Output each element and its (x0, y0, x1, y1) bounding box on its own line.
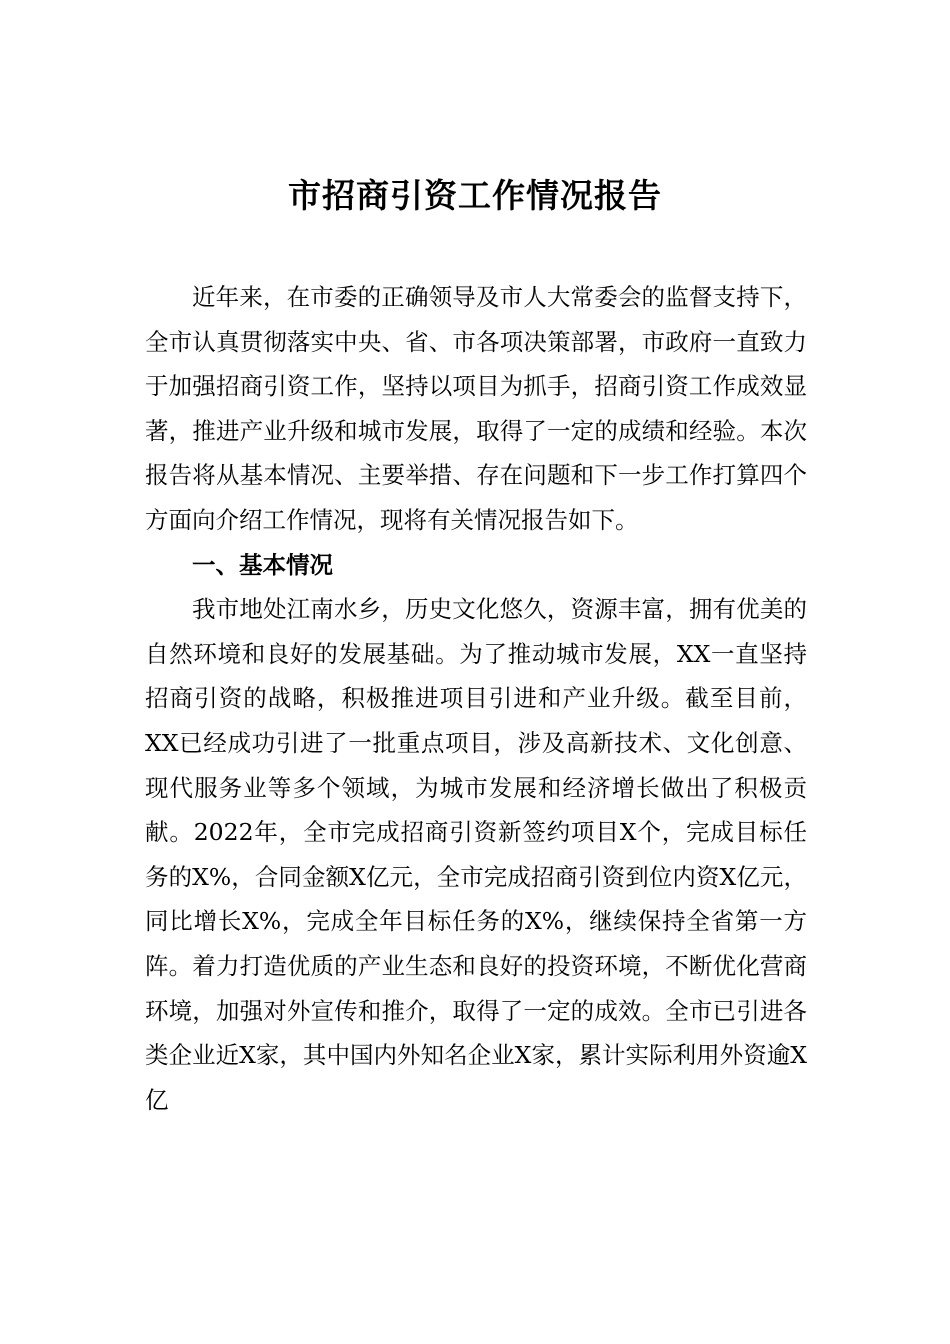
section-heading-basic-situation: 一、基本情况 (192, 550, 333, 579)
document-title: 市招商引资工作情况报告 (288, 176, 662, 215)
document-body (145, 275, 807, 1122)
section-paragraph-basic-situation: 我市地处江南水乡，历史文化悠久，资源丰富，拥有优美的自然环境和良好的发展基础。为了推动城市发展，XX一直坚持招商引资的战略，积极推进项目引进和产业升级。截至目前，XX已经成功引进了一批重点项目，涉及高新技术、文化创意、现代服务业等多个领域，为城市发展和经济增长做出了积极贡献。2022年，全市完成招商引资新签约项目X个，完成目标任务的X%，合同金额X亿元，全市完成招商引资到位内资X亿元，同比增长X%，完成全年目标任务的X%，继续保持全省第一方阵。着力打造优质的产业生态和良好的投资环境，不断优化营商环境，加强对外宣传和推介，取得了一定的成效。全市已引进各类企业近X家，其中国内外知名企业X家，累计实际利用外资逾X亿 (145, 595, 807, 1114)
intro-paragraph: 近年来，在市委的正确领导及市人大常委会的监督支持下，全市认真贯彻落实中央、省、市各项决策部署，市政府一直致力于加强招商引资工作，坚持以项目为抓手，招商引资工作成效显著，推进产业升级和城市发展，取得了一定的成绩和经验。本次报告将从基本情况、主要举措、存在问题和下一步工作打算四个方面向介绍工作情况，现将有关情况报告如下。 (145, 283, 807, 534)
